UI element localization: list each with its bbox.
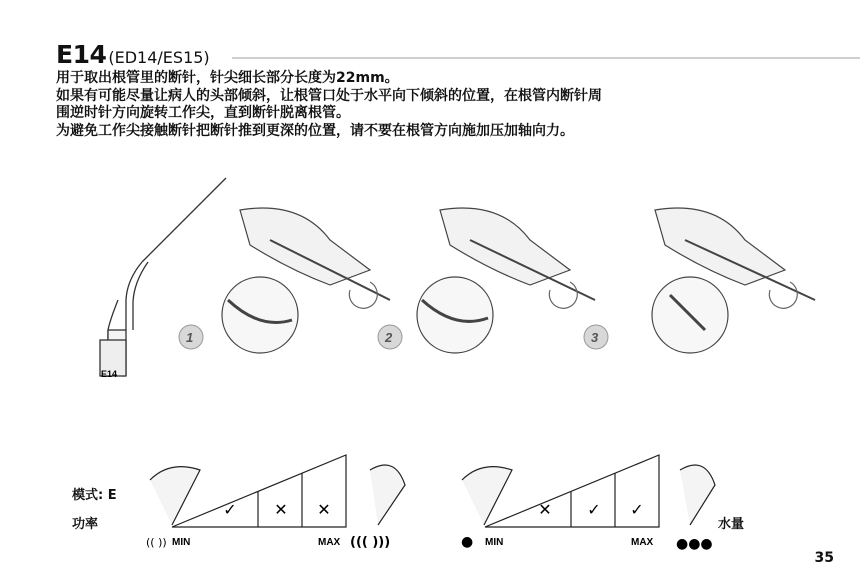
tip-code: E14 (56, 40, 107, 69)
power-max-label: MAX (318, 537, 341, 548)
mode-label: 模式: E (72, 488, 117, 503)
water-scale-mark: ✓ (630, 500, 644, 519)
power-scale-mark: ✕ (317, 500, 331, 519)
drops-icon: ●●● (676, 536, 713, 552)
power-scale-mark: ✕ (274, 500, 288, 519)
vibration-high-icon: ((( ))) (350, 535, 391, 550)
vibration-low-icon: (( )) (146, 536, 167, 549)
tip-label: E14 (101, 369, 118, 379)
step-number: 1 (186, 330, 194, 345)
water-scale-mark: ✓ (587, 500, 601, 519)
description-line: 为避免工作尖接触断针把断针推到更深的位置，请不要在根管方向施加压加轴向力。 (56, 122, 574, 139)
step-badge (378, 325, 402, 349)
tip-variants: (ED14/ES15) (108, 48, 210, 67)
description-line: 围逆时针方向旋转工作尖，直到断针脱离根管。 (56, 105, 350, 121)
step-number: 3 (591, 330, 599, 345)
power-scale-mark: ✓ (223, 500, 237, 519)
drop-icon: ● (461, 534, 474, 550)
power-min-label: MIN (172, 537, 191, 548)
description-line: 用于取出根管里的断针，针尖细长部分长度为22mm。 (56, 70, 399, 86)
step-3-illustration (652, 208, 815, 353)
power-label: 功率 (72, 517, 99, 532)
step-badge (179, 325, 203, 349)
water-max-label: MAX (631, 537, 654, 548)
tip-illustration (100, 178, 226, 376)
water-label: 水量 (718, 517, 745, 532)
description-line: 如果有可能尽量让病人的头部倾斜，让根管口处于水平向下倾斜的位置，在根管内断针周 (56, 87, 602, 104)
step-1-illustration (222, 208, 390, 353)
water-min-label: MIN (485, 537, 504, 548)
step-number: 2 (385, 330, 393, 345)
water-scale-mark: ✕ (538, 500, 552, 519)
step-badge (584, 325, 608, 349)
page-number: 35 (814, 550, 834, 566)
step-2-illustration (417, 208, 595, 353)
